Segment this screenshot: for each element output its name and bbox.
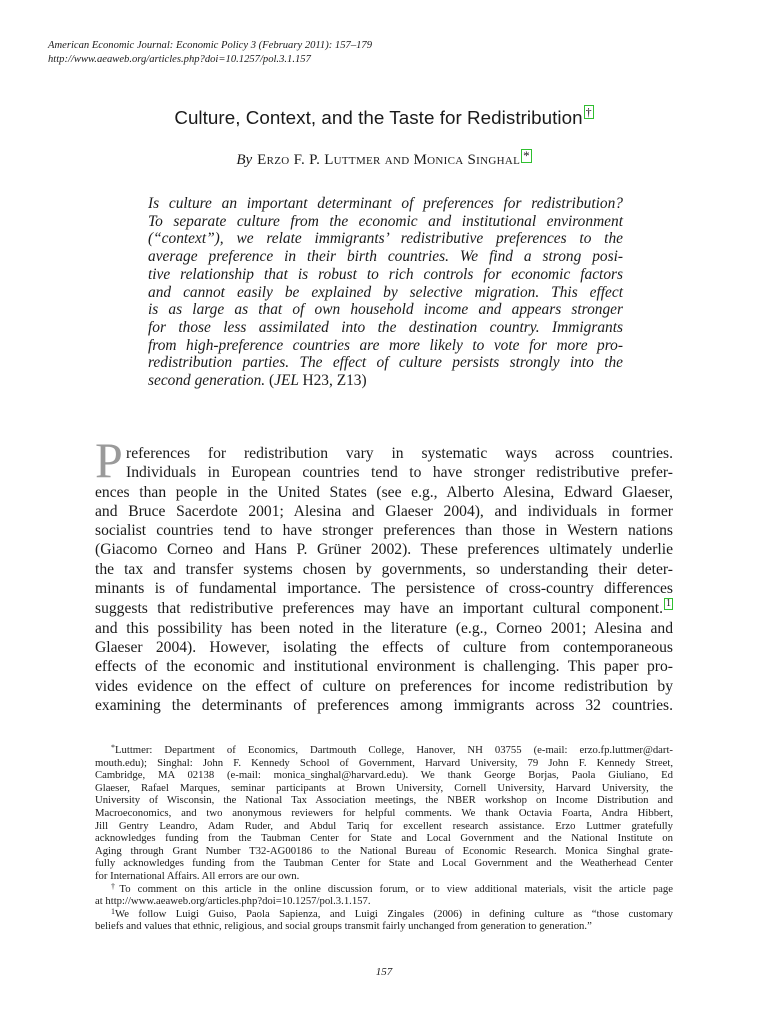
footnote-line: Glaeser, Rafael Marques, seminar participants at Brown University, Cornell University, Harvard University, the xyxy=(95,781,673,794)
footnote-dagger-marker: † xyxy=(111,881,120,891)
footnote-1-line xyxy=(95,908,673,921)
footnote-text: To comment on this article in the online discussion forum, or to view additional materials, visit the article page xyxy=(119,882,674,895)
footnotes xyxy=(95,744,673,933)
body-line: references for redistribution vary in systematic ways across countries. xyxy=(126,445,673,462)
page-number: 157 xyxy=(375,966,393,978)
footnote-line: acknowledges funding from the Taubman Center for State and Local Government and the National Institute on xyxy=(95,832,673,845)
abstract-line: To separate culture from the economic and institutional environment xyxy=(148,212,623,230)
footnote-star-line xyxy=(95,744,673,757)
body-line: vides evidence on the effect of culture on preferences for income redistribution by xyxy=(95,677,673,695)
footnote-line: Cambridge, MA 02138 (e-mail: monica_singhal@harvard.edu). We thank George Borjas, Paola Giuliano, Ed xyxy=(95,769,673,782)
body-line-text: suggests that redistributive preferences may have an important cultural component. xyxy=(95,600,663,618)
body-line: examining the determinants of preferences among immigrants across 32 countries. xyxy=(95,696,673,714)
footnote-line: beliefs and values that ethnic, religious, and social groups transmit fairly unchanged from generation to generation.” xyxy=(95,920,592,933)
footnote-dagger-line xyxy=(95,883,673,896)
body-line: Individuals in European countries tend to have stronger redistributive prefer- xyxy=(126,464,673,482)
body-line: ences than people in the United States (see e.g., Alberto Alesina, Edward Glaeser, xyxy=(95,483,673,501)
abstract-line: is as large as that of own household income and appears stronger xyxy=(148,301,623,319)
body-line: Glaeser 2004). However, isolating the effects of culture from contemporaneous xyxy=(95,638,673,656)
footnote-line: Macroeconomics, and two anonymous reviewers for helpful comments. We thank Octavia Foarta, Andra Hibbert, xyxy=(95,806,673,819)
body-line: socialist countries tend to have stronger preferences than those in Western nations xyxy=(95,522,673,540)
body-line: minants is of fundamental importance. The persistence of cross-country differences xyxy=(95,580,673,598)
author-names: Erzo F. P. Luttmer and Monica Singhal xyxy=(257,152,521,168)
byline-by: By xyxy=(236,152,253,168)
footnote-star-marker: * xyxy=(111,743,115,752)
journal-citation: American Economic Journal: Economic Policy 3 (February 2011): 157–179 xyxy=(48,40,373,51)
paper-title-text: Culture, Context, and the Taste for Redistribution xyxy=(174,107,583,128)
article-url[interactable]: http://www.aeaweb.org/articles.php?doi=10.1257/pol.3.1.157 xyxy=(48,54,311,65)
jel-open-paren: ( xyxy=(268,372,275,390)
footnote-1-marker: 1 xyxy=(111,906,115,916)
paper-title xyxy=(0,105,768,129)
abstract-line: redistribution parties. The effect of culture persists strongly into the xyxy=(148,354,623,372)
abstract-line: tive relationship that is robust to rich controls for economic factors xyxy=(148,265,623,283)
footnote-line: fully acknowledges funding from the Taubman Center for State and Local Government and the Weatherhead Center xyxy=(95,857,673,870)
abstract-line: for those less assimilated into the destination country. Immigrants xyxy=(148,318,623,336)
footnote-line: University of Wisconsin, the National Tax Association meetings, the NBER workshop on Income Distribution and xyxy=(95,794,673,807)
abstract-line: Is culture an important determinant of preferences for redistribution? xyxy=(148,195,623,212)
drop-cap: P xyxy=(95,432,123,488)
abstract-last-text: second generation. xyxy=(148,372,266,390)
body-line-with-footnote xyxy=(95,598,673,618)
body-line: and Bruce Sacerdote 2001; Alesina and Glaeser 2004), and individuals in former xyxy=(95,502,673,520)
author-footnote-link[interactable]: * xyxy=(523,148,530,163)
footnote-line[interactable]: at http://www.aeaweb.org/articles.php?doi=10.1257/pol.3.1.157. xyxy=(95,895,371,908)
abstract-line: and cannot easily be explained by selective migration. This effect xyxy=(148,283,623,301)
footnote-line: Jill Gentry Leandro, Adam Ruder, and Abdul Tariq for excellent research assistance. Erzo Luttmer gratefully xyxy=(95,819,673,832)
footnote-line: mouth.edu); Singhal: John F. Kennedy School of Government, Harvard University, 79 John F. Kennedy Street, xyxy=(95,756,673,769)
byline xyxy=(0,149,768,169)
abstract-line: average preference in their birth countries. We find a strong posi- xyxy=(148,248,623,266)
body-line: effects of the economic and institutional environment is challenging. This paper pro- xyxy=(95,658,673,676)
body-line: the tax and transfer systems chosen by governments, so understanding their deter- xyxy=(95,560,673,578)
abstract-line: from high-preference countries are more likely to vote for more pro- xyxy=(148,336,623,354)
jel-label: JEL xyxy=(274,372,299,390)
body-text xyxy=(95,444,673,715)
footnote-text: Luttmer: Department of Economics, Dartmouth College, Hanover, NH 03755 (e-mail: erzo.fp.luttmer@dart- xyxy=(115,744,673,756)
abstract-last-line xyxy=(148,372,623,390)
footnote-line: Aging through Grant Number T32-AG00186 to the National Bureau of Economic Research. Monica Singhal grate- xyxy=(95,844,673,857)
abstract xyxy=(148,195,623,390)
jel-codes: H23, Z13) xyxy=(302,372,367,390)
footnote-line: for International Affairs. All errors are our own. xyxy=(95,869,300,882)
journal-header xyxy=(48,39,728,67)
title-dagger-link[interactable]: † xyxy=(585,105,592,119)
body-line: and this possibility has been noted in the literature (e.g., Corneo 2001; Alesina and xyxy=(95,619,673,637)
abstract-line: (“context”), we relate immigrants’ redistributive preferences to the xyxy=(148,230,623,248)
footnote-1-link[interactable]: 1 xyxy=(666,598,671,610)
body-line: (Giacomo Corneo and Hans P. Grüner 2002). These preferences ultimately underlie xyxy=(95,541,673,559)
footnote-text: We follow Luigi Guiso, Paola Sapienza, and Luigi Zingales (2006) in defining culture as “those customary xyxy=(115,907,673,920)
